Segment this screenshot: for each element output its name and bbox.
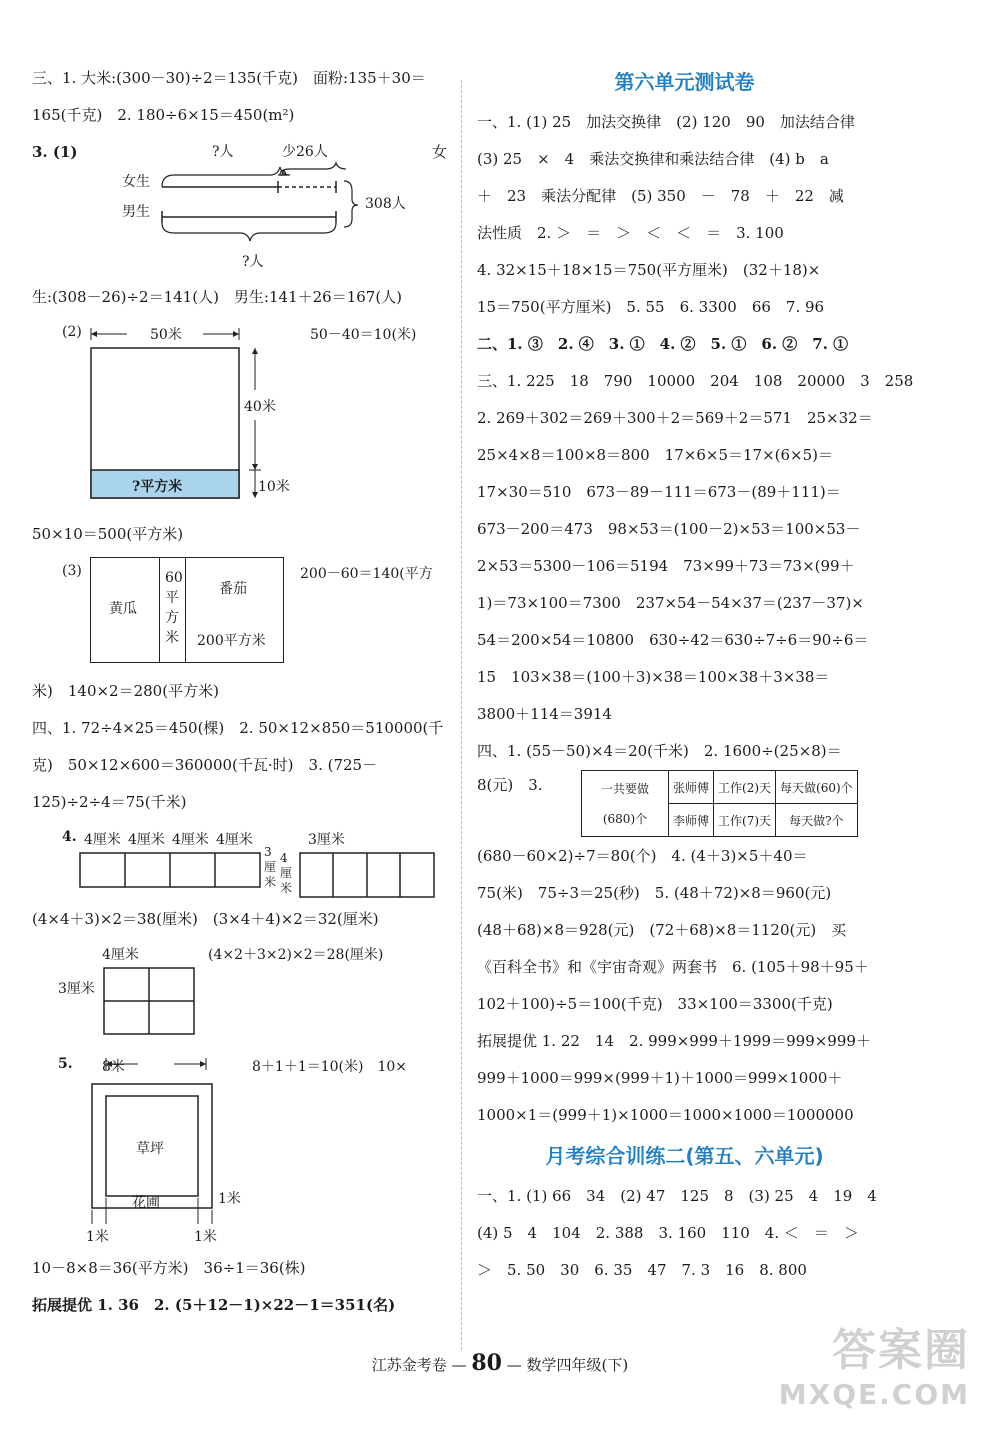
- question-label: 3. (1): [32, 143, 78, 161]
- table-cell: [582, 771, 669, 837]
- text-line: 2. 269＋302＝269＋300＋2＝569＋2＝571 25×32＝: [477, 409, 873, 427]
- text-line: 四、1. 72÷4×25＝450(棵) 2. 50×12×850＝510000(千: [32, 719, 444, 737]
- left-column: [32, 60, 447, 1324]
- column-divider: [461, 80, 462, 1350]
- top-width-label: 8米: [102, 1059, 125, 1075]
- table-cell: 每天做(60)个: [776, 771, 858, 804]
- garden-diagram: [32, 553, 447, 673]
- table-cell: 工作(7)天: [714, 804, 776, 837]
- text-line: 三、1. 225 18 790 10000 204 108 20000 3 258: [477, 372, 914, 390]
- text-line: 3800＋114＝3914: [477, 705, 612, 723]
- height-label: 40米: [244, 399, 276, 415]
- strip-label: 10米: [258, 479, 290, 495]
- text-line: 克) 50×12×600＝360000(千瓦·时) 3. (725－: [32, 756, 378, 774]
- left-label: 3厘米: [58, 981, 95, 997]
- bottom-left-label: 1米: [86, 1229, 109, 1245]
- text-fragment: 女: [431, 143, 447, 161]
- text-line: 拓展提优 1. 22 14 2. 999×999＋1999＝999×999＋: [477, 1032, 871, 1050]
- text-line: 《百科全书》和《宇宙奇观》两套书 6. (105＋98＋95＋: [477, 958, 869, 976]
- text-line: 10－8×8＝36(平方米) 36÷1＝36(株): [32, 1259, 306, 1277]
- text-line: 999＋1000＝999×(999＋1)＋1000＝999×1000＋: [477, 1069, 843, 1087]
- text-line: 54＝200×54＝10800 630÷42＝630÷7÷6＝90÷6＝: [477, 631, 869, 649]
- text-line: 四、1. (55－50)×4＝20(千米) 2. 1600÷(25×8)＝: [477, 742, 842, 760]
- difference-label: 少26人: [282, 144, 328, 160]
- cucumber-label: 黄瓜: [109, 601, 137, 617]
- text-line: (48＋68)×8＝928(元) (72＋68)×8＝1120(元) 买: [477, 921, 847, 939]
- text-line: 三、1. 大米:(300－30)÷2＝135(千克) 面粉:135＋30＝: [32, 69, 426, 87]
- calculation: 8＋1＋1＝10(米) 10×: [252, 1059, 408, 1075]
- section-title: 月考综合训练二(第五、六单元): [545, 1144, 824, 1168]
- question-label: (3): [62, 563, 82, 579]
- calculation: 50－40＝10(米): [310, 327, 417, 343]
- question-label: (2): [62, 324, 82, 340]
- text-line: 2×53＝5300－106＝5194 73×99＋73＝73×(99＋: [477, 557, 855, 575]
- text-line: 102＋100)÷5＝100(千克) 33×100＝3300(千克): [477, 995, 833, 1013]
- text-line: 17×30＝510 673－89－111＝673－(89＋111)＝: [477, 483, 841, 501]
- grid-diagram: [32, 938, 447, 1048]
- table-cell: 每天做?个: [776, 804, 858, 837]
- text-line: 50×10＝500(平方米): [32, 525, 184, 543]
- text-line: 二、1. ③ 2. ④ 3. ① 4. ② 5. ① 6. ② 7. ①: [477, 335, 849, 353]
- segment-label: 4厘米: [216, 832, 253, 848]
- table-cell: 李师傅: [669, 804, 714, 837]
- calculation: 200－60＝140(平方: [300, 566, 433, 582]
- subject-title: 数学四年级(下): [526, 1356, 629, 1374]
- cell-text: (680)个: [602, 811, 648, 826]
- rectangle-diagram: [32, 316, 447, 516]
- work-table-row: [477, 770, 892, 838]
- top-label: 4厘米: [102, 947, 139, 963]
- lawn-drawing: [88, 1050, 268, 1230]
- divider-line: [159, 558, 160, 662]
- page-number: 80: [471, 1350, 502, 1376]
- book-title: 江苏金考卷: [371, 1356, 447, 1374]
- text-line: 25×4×8＝100×8＝800 17×6×5＝17×(6×5)＝: [477, 446, 834, 464]
- watermark-url: MXQE.COM: [778, 1378, 970, 1411]
- section-title: 第六单元测试卷: [614, 70, 755, 94]
- text-line: 15 103×38＝(100＋3)×38＝100×38＋3×38＝: [477, 668, 830, 686]
- tomato-label: 番茄: [219, 581, 247, 597]
- text-line: (3) 25 × 4 乘法交换律和乘法结合律 (4) b a: [477, 150, 829, 168]
- side-label-2: 4厘米: [280, 851, 293, 895]
- text-line: 一、1. (1) 25 加法交换律 (2) 120 90 加法结合律: [477, 113, 855, 131]
- divider-line: [185, 558, 186, 662]
- total-label: 308人: [365, 196, 406, 212]
- grid-drawing: [102, 966, 202, 1040]
- question-label: 5.: [58, 1056, 73, 1072]
- text-line: 一、1. (1) 66 34 (2) 47 125 8 (3) 25 4 19 4: [477, 1187, 877, 1205]
- text-line: 673－200＝473 98×53＝(100－2)×53＝100×53－: [477, 520, 861, 538]
- segment-label: 4厘米: [172, 832, 209, 848]
- text-fragment: 8(元) 3.: [477, 776, 543, 794]
- text-line: 125)÷2÷4＝75(千米): [32, 793, 187, 811]
- middle-area-label: 60平方米: [165, 570, 183, 646]
- segment-label: 4厘米: [128, 832, 165, 848]
- top-unknown-label: ?人: [212, 144, 234, 160]
- extension-line: 拓展提优 1. 36 2. (5＋12－1)×22－1＝351(名): [32, 1296, 396, 1314]
- girls-label: 女生: [122, 174, 150, 190]
- table-cell: 工作(2)天: [714, 771, 776, 804]
- cell-text: 一共要做: [600, 781, 649, 796]
- text-line: 生:(308－26)÷2＝141(人) 男生:141＋26＝167(人): [32, 288, 403, 306]
- footer-dash: —: [506, 1356, 522, 1374]
- tomato-area-label: 200平方米: [197, 633, 266, 649]
- flowerbed-label: 花圃: [132, 1195, 160, 1211]
- bottom-right-label: 1米: [194, 1229, 217, 1245]
- calculation: (4×2＋3×2)×2＝28(厘米): [208, 947, 384, 963]
- bottom-unknown-label: ?人: [242, 254, 264, 270]
- text-line: 15＝750(平方厘米) 5. 55 6. 3300 66 7. 96: [477, 298, 825, 316]
- text-line: (4×4＋3)×2＝38(厘米) (3×4＋4)×2＝32(厘米): [32, 910, 379, 928]
- text-line: 米) 140×2＝280(平方米): [32, 682, 219, 700]
- right-top-label: 3厘米: [308, 832, 345, 848]
- width-label: 50米: [150, 327, 182, 343]
- lawn-label: 草坪: [136, 1141, 164, 1157]
- text-line: 75(米) 75÷3＝25(秒) 5. (48＋72)×8＝960(元): [477, 884, 832, 902]
- segment-drawing: [160, 159, 370, 259]
- segment-label: 4厘米: [84, 832, 121, 848]
- area-unknown-label: ?平方米: [132, 479, 183, 495]
- squares-diagram: [32, 821, 447, 901]
- text-line: 165(千克) 2. 180÷6×15＝450(m²): [32, 106, 295, 124]
- question-label: 4.: [62, 829, 77, 845]
- right-column: [477, 60, 914, 1289]
- watermark-logo: [778, 1325, 970, 1417]
- text-line: 1000×1＝(999＋1)×1000＝1000×1000＝1000000: [477, 1106, 854, 1124]
- text-line: 1)＝73×100＝7300 237×54－54×37＝(237－37)×: [477, 594, 864, 612]
- watermark-text: 答案圈: [832, 1325, 970, 1376]
- text-line: (680－60×2)÷7＝80(个) 4. (4＋3)×5＋40＝: [477, 847, 808, 865]
- garden-rect: [90, 557, 284, 663]
- text-line: ＞ 5. 50 30 6. 35 47 7. 3 16 8. 800: [477, 1261, 807, 1279]
- side-label: 3厘米: [264, 845, 277, 889]
- footer-dash: —: [451, 1356, 467, 1374]
- text-line: 法性质 2. ＞ ＝ ＞ ＜ ＜ ＝ 3. 100: [477, 224, 784, 242]
- lawn-diagram: [32, 1048, 447, 1245]
- right-width-label: 1米: [218, 1191, 241, 1207]
- squares-drawing: [78, 851, 448, 901]
- work-table: [581, 770, 858, 837]
- text-line: ＋ 23 乘法分配律 (5) 350 － 78 ＋ 22 减: [477, 187, 844, 205]
- text-line: (4) 5 4 104 2. 388 3. 160 110 4. ＜ ＝ ＞: [477, 1224, 859, 1242]
- boys-label: 男生: [122, 204, 150, 220]
- text-line: 4. 32×15＋18×15＝750(平方厘米) (32＋18)×: [477, 261, 821, 279]
- table-cell: 张师傅: [669, 771, 714, 804]
